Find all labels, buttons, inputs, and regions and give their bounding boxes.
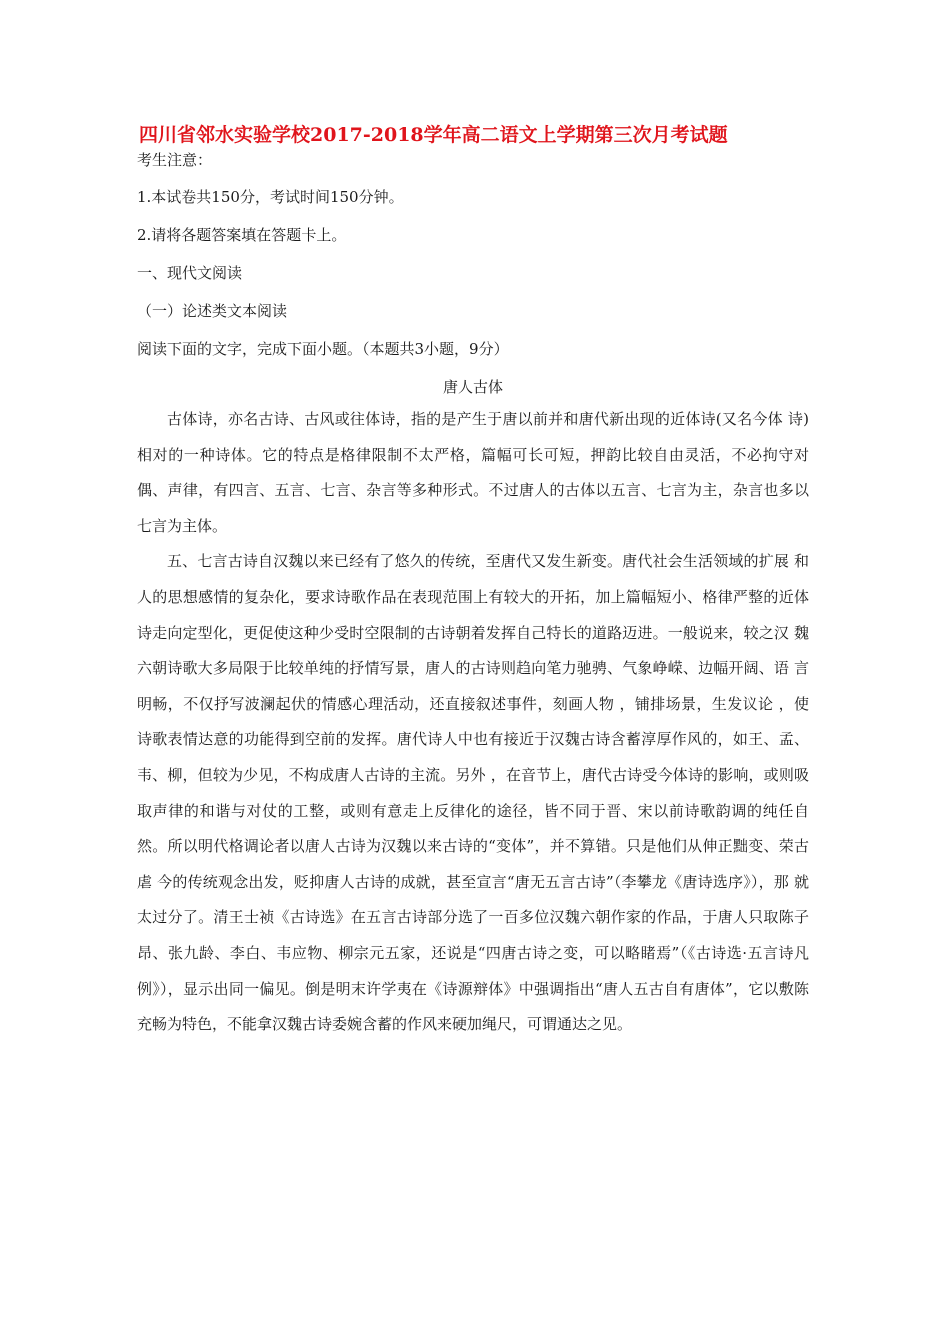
notice-item-2: 2.请将各题答案填在答题卡上。 (137, 226, 347, 244)
subsection-heading: （一）论述类文本阅读 (137, 302, 288, 320)
notice-item-1: 1.本试卷共150分，考试时间150分钟。 (137, 188, 404, 206)
document-title: 四川省邻水实验学校2017-2018学年高二语文上学期第三次月考试题 (139, 124, 728, 146)
article-title: 唐人古体 (442, 378, 503, 396)
section-heading: 一、现代文阅读 (137, 264, 243, 282)
reading-instruction: 阅读下面的文字，完成下面小题。（本题共3小题，9分） (137, 340, 509, 358)
notice-heading: 考生注意： (137, 151, 213, 169)
article-paragraph-1: 古体诗，亦名古诗、古风或往体诗，指的是产生于唐以前并和唐代新出现的近体诗(又名今体 诗)相对的一种诗体。它的特点是格律限制不太严格，篇幅可长可短，押韵比较自由灵活，不必拘守对偶、声律，有四言、五言、七言、杂言等多种形式。不过唐人的古体以五言、七言为主，杂言也多以七言为主体。 (137, 410, 809, 535)
document-page (137, 120, 809, 1043)
article-paragraph-2: 五、七言古诗自汉魏以来已经有了悠久的传统，至唐代又发生新变。唐代社会生活领域的扩展 和人的思想感情的复杂化，要求诗歌作品在表现范围上有较大的开拓，加上篇幅短小、格律严整的近体诗走向定型化，更促使这种少受时空限制的古诗朝着发挥自己特长的道路迈进。一般说来，较之汉 魏六朝诗歌大多局限于比较单纯的抒情写景，唐人的古诗则趋向笔力驰骋、气象峥嵘、边幅开阔、语 言明畅，不仅抒写波澜起伏的情感心理活动，还直接叙述事件，刻画人物 ，铺排场景，生发议论 ，使 诗歌表情达意的功能得到空前的发挥。唐代诗人中也有接近于汉魏古诗含蓄淳厚作风的，如王、孟、韦、柳，但较为少见，不构成唐人古诗的主流。另外 ，在音节上，唐代古诗受今体诗的影响，或则吸 取声律的和谐与对仗的工整，或则有意走上反律化的途径，皆不同于晋、宋以前诗歌韵调的纯任自然。所以明代格调论者以唐人古诗为汉魏以来古诗的“变体”，并不算错。只是他们从伸正黜变、荣古虐 今的传统观念出发，贬抑唐人古诗的成就，甚至宣言“唐无五言古诗”（李攀龙《唐诗选序》），那 就太过分了。清王士祯《古诗选》在五言古诗部分选了一百多位汉魏六朝作家的作品，于唐人只取陈子昂、张九龄、李白、韦应物、柳宗元五家，还说是“四唐古诗之变，可以略睹焉”（《古诗选·五言诗凡例》），显示出同一偏见。倒是明末许学夷在《诗源辩体》中强调指出“唐人五古自有唐体”，它以敷陈充畅为特色，不能拿汉魏古诗委婉含蓄的作风来硬加绳尺，可谓通达之见。 (137, 552, 809, 1034)
